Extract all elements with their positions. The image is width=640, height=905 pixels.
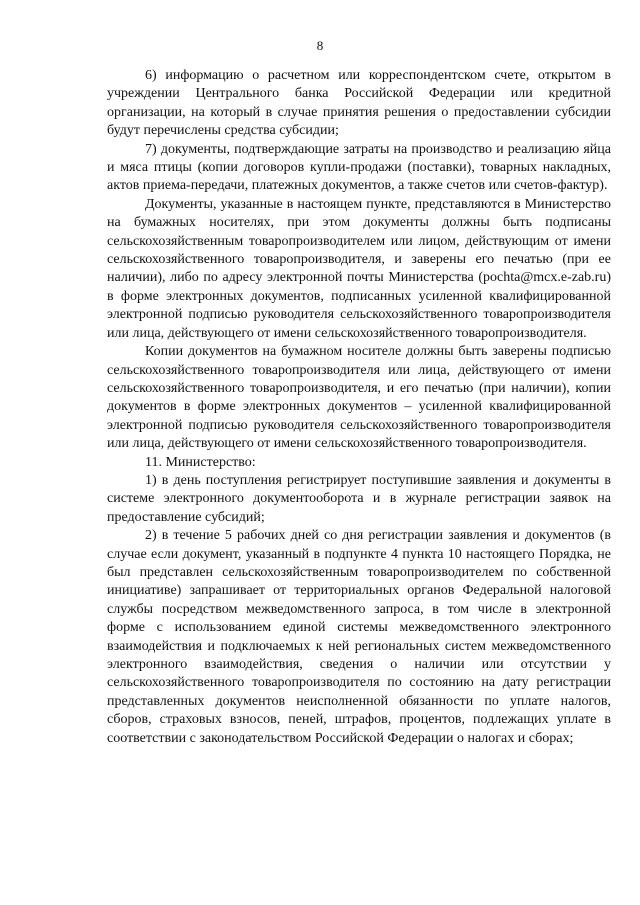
paragraph-item-7: 7) документы, подтверждающие затраты на производство и реализацию яйца и мяса птицы (копии договоров купли-продажи (поставки), товарных накладных, актов приема-передачи, платежных документов, а также счетов или счетов-фактур). [107,141,611,194]
paragraph-item-6: 6) информацию о расчетном или корреспондентском счете, открытом в учреждении Центрального банка Российской Федерации или кредитной организации, на который в случае принятия решения о предоставлении субсидии будут перечислены средства субсидии; [107,68,611,139]
paragraph-copy-certification: Копии документов на бумажном носителе должны быть заверены подписью сельскохозяйственного товаропроизводителя или лица, действующего от имени сельскохозяйственного товаропроизводителя, и его печатью (при наличии), копии документов в форме электронных документов – усиленной квалифицированной электронной подписью руководителя сельскохозяйственного товаропроизводителя или лица, действующего от имени сельскохозяйственного товаропроизводителя. [107,344,611,452]
page-number: 8 [316,38,324,53]
paragraph-submission-rules: Документы, указанные в настоящем пункте, представляются в Министерство на бумажных носителях, при этом документы должны быть подписаны сельскохозяйственным товаропроизводителем или лицом, действующим от имени сельскохозяйственного товаропроизводителя, и заверены его печатью (при ее наличии), либо по адресу электронной почты Министерства (pochta@mcx.e-zab.ru) в форме электронных документов, подписанных усиленной квалифицированной электронной подписью руководителя сельскохозяйственного товаропроизводителя или лица, действующего от имени сельскохозяйственного товаропроизводителя. [107,196,611,341]
paragraph-11-item-2: 2) в течение 5 рабочих дней со дня регистрации заявления и документов (в случае если документ, указанный в подпункте 4 пункта 10 настоящего Порядка, не был представлен сельскохозяйственным товаропроизводителем по собственной инициативе) запрашивает от территориальных органов Федеральной налоговой службы посредством межведомственного запроса, в том числе в электронной форме с использованием единой системы межведомственного электронного взаимодействия и подключаемых к ней региональных систем межведомственного электронного взаимодействия, сведения о наличии или отсутствии у сельскохозяйственного товаропроизводителя по состоянию на дату регистрации представленных документов неисполненной обязанности по уплате налогов, сборов, страховых взносов, пеней, штрафов, процентов, подлежащих уплате в соответствии с законодательством Российской Федерации о налогах и сборах; [107,528,611,746]
paragraph-section-11-heading: 11. Министерство: [145,454,256,470]
document-body [107,67,611,748]
paragraph-11-item-1: 1) в день поступления регистрирует поступившие заявления и документы в системе электронного документооборота и в журнале регистрации заявок на предоставление субсидий; [107,472,611,525]
